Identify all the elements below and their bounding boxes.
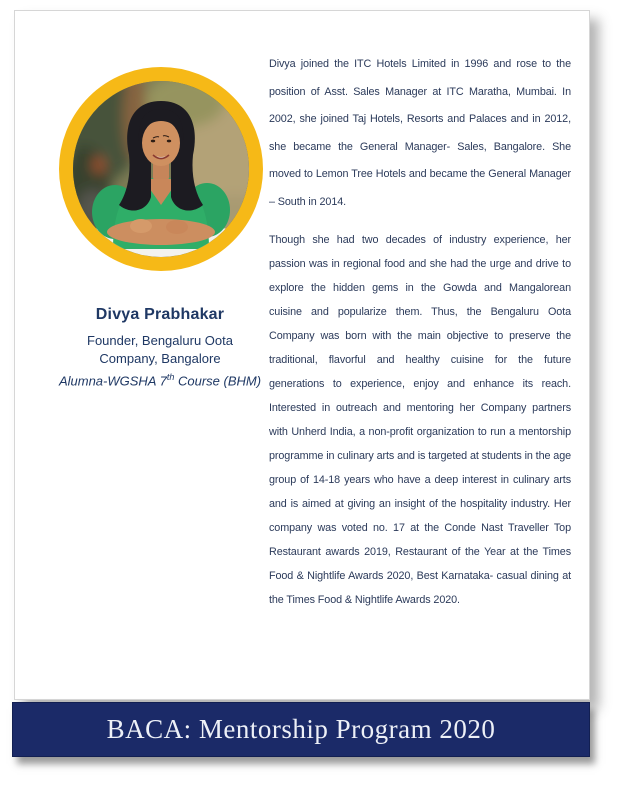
alumna-text-post: Course (BHM) [174, 373, 262, 389]
profile-title-line1: Founder, Bengaluru Oota [87, 333, 233, 348]
profile-alumna-line [17, 368, 303, 390]
profile-page [14, 10, 590, 700]
footer-banner-title: BACA: Mentorship Program 2020 [106, 714, 496, 744]
bio-text-column [269, 51, 571, 612]
footer-banner [12, 702, 590, 757]
alumna-text-pre: Alumna-WGSHA 7 [58, 373, 167, 389]
profile-name: Divya Prabhakar [95, 306, 225, 323]
alumna-superscript: th [166, 372, 175, 382]
profile-title-line2: Company, Bangalore [99, 351, 221, 366]
profile-name-block [17, 306, 303, 390]
bio-paragraph-2: Though she had two decades of industry experience, her passion was in regional food and she had the urge and drive to explore the hidden gems in the Gowda and Mangalorean cuisine and popularize them. Thus, the Bengaluru Oota Company was born with the main objective to preserve the traditional, flavorful and healthy cuisine for the future generations to experience, enjoy and enhance its reach. Interested in outreach and mentoring her Company partners with Unherd India, a non-profit organization to run a mentorship programme in culinary arts and is targeted at students in the age group of 14-18 years who have a deep interest in culinary arts and is aimed at giving an insight of the hospitality industry. Her company was voted no. 17 at the Conde Nast Traveller Top Restaurant awards 2019, Restaurant of the Year at the Times Food & Nightlife Awards 2020, Best Karnataka- casual dining at the Times Food & Nightlife Awards 2020. [269, 234, 571, 606]
bio-paragraph-1: Divya joined the ITC Hotels Limited in 1996 and rose to the position of Asst. Sales Manager at ITC Maratha, Mumbai. In 2002, she joined Taj Hotels, Resorts and Palaces and in 2012, she became the General Manager- Sales, Bangalore. She moved to Lemon Tree Hotels and became the General Manager – South in 2014. [269, 58, 571, 208]
portrait-illustration [73, 81, 249, 257]
profile-photo [59, 67, 263, 271]
